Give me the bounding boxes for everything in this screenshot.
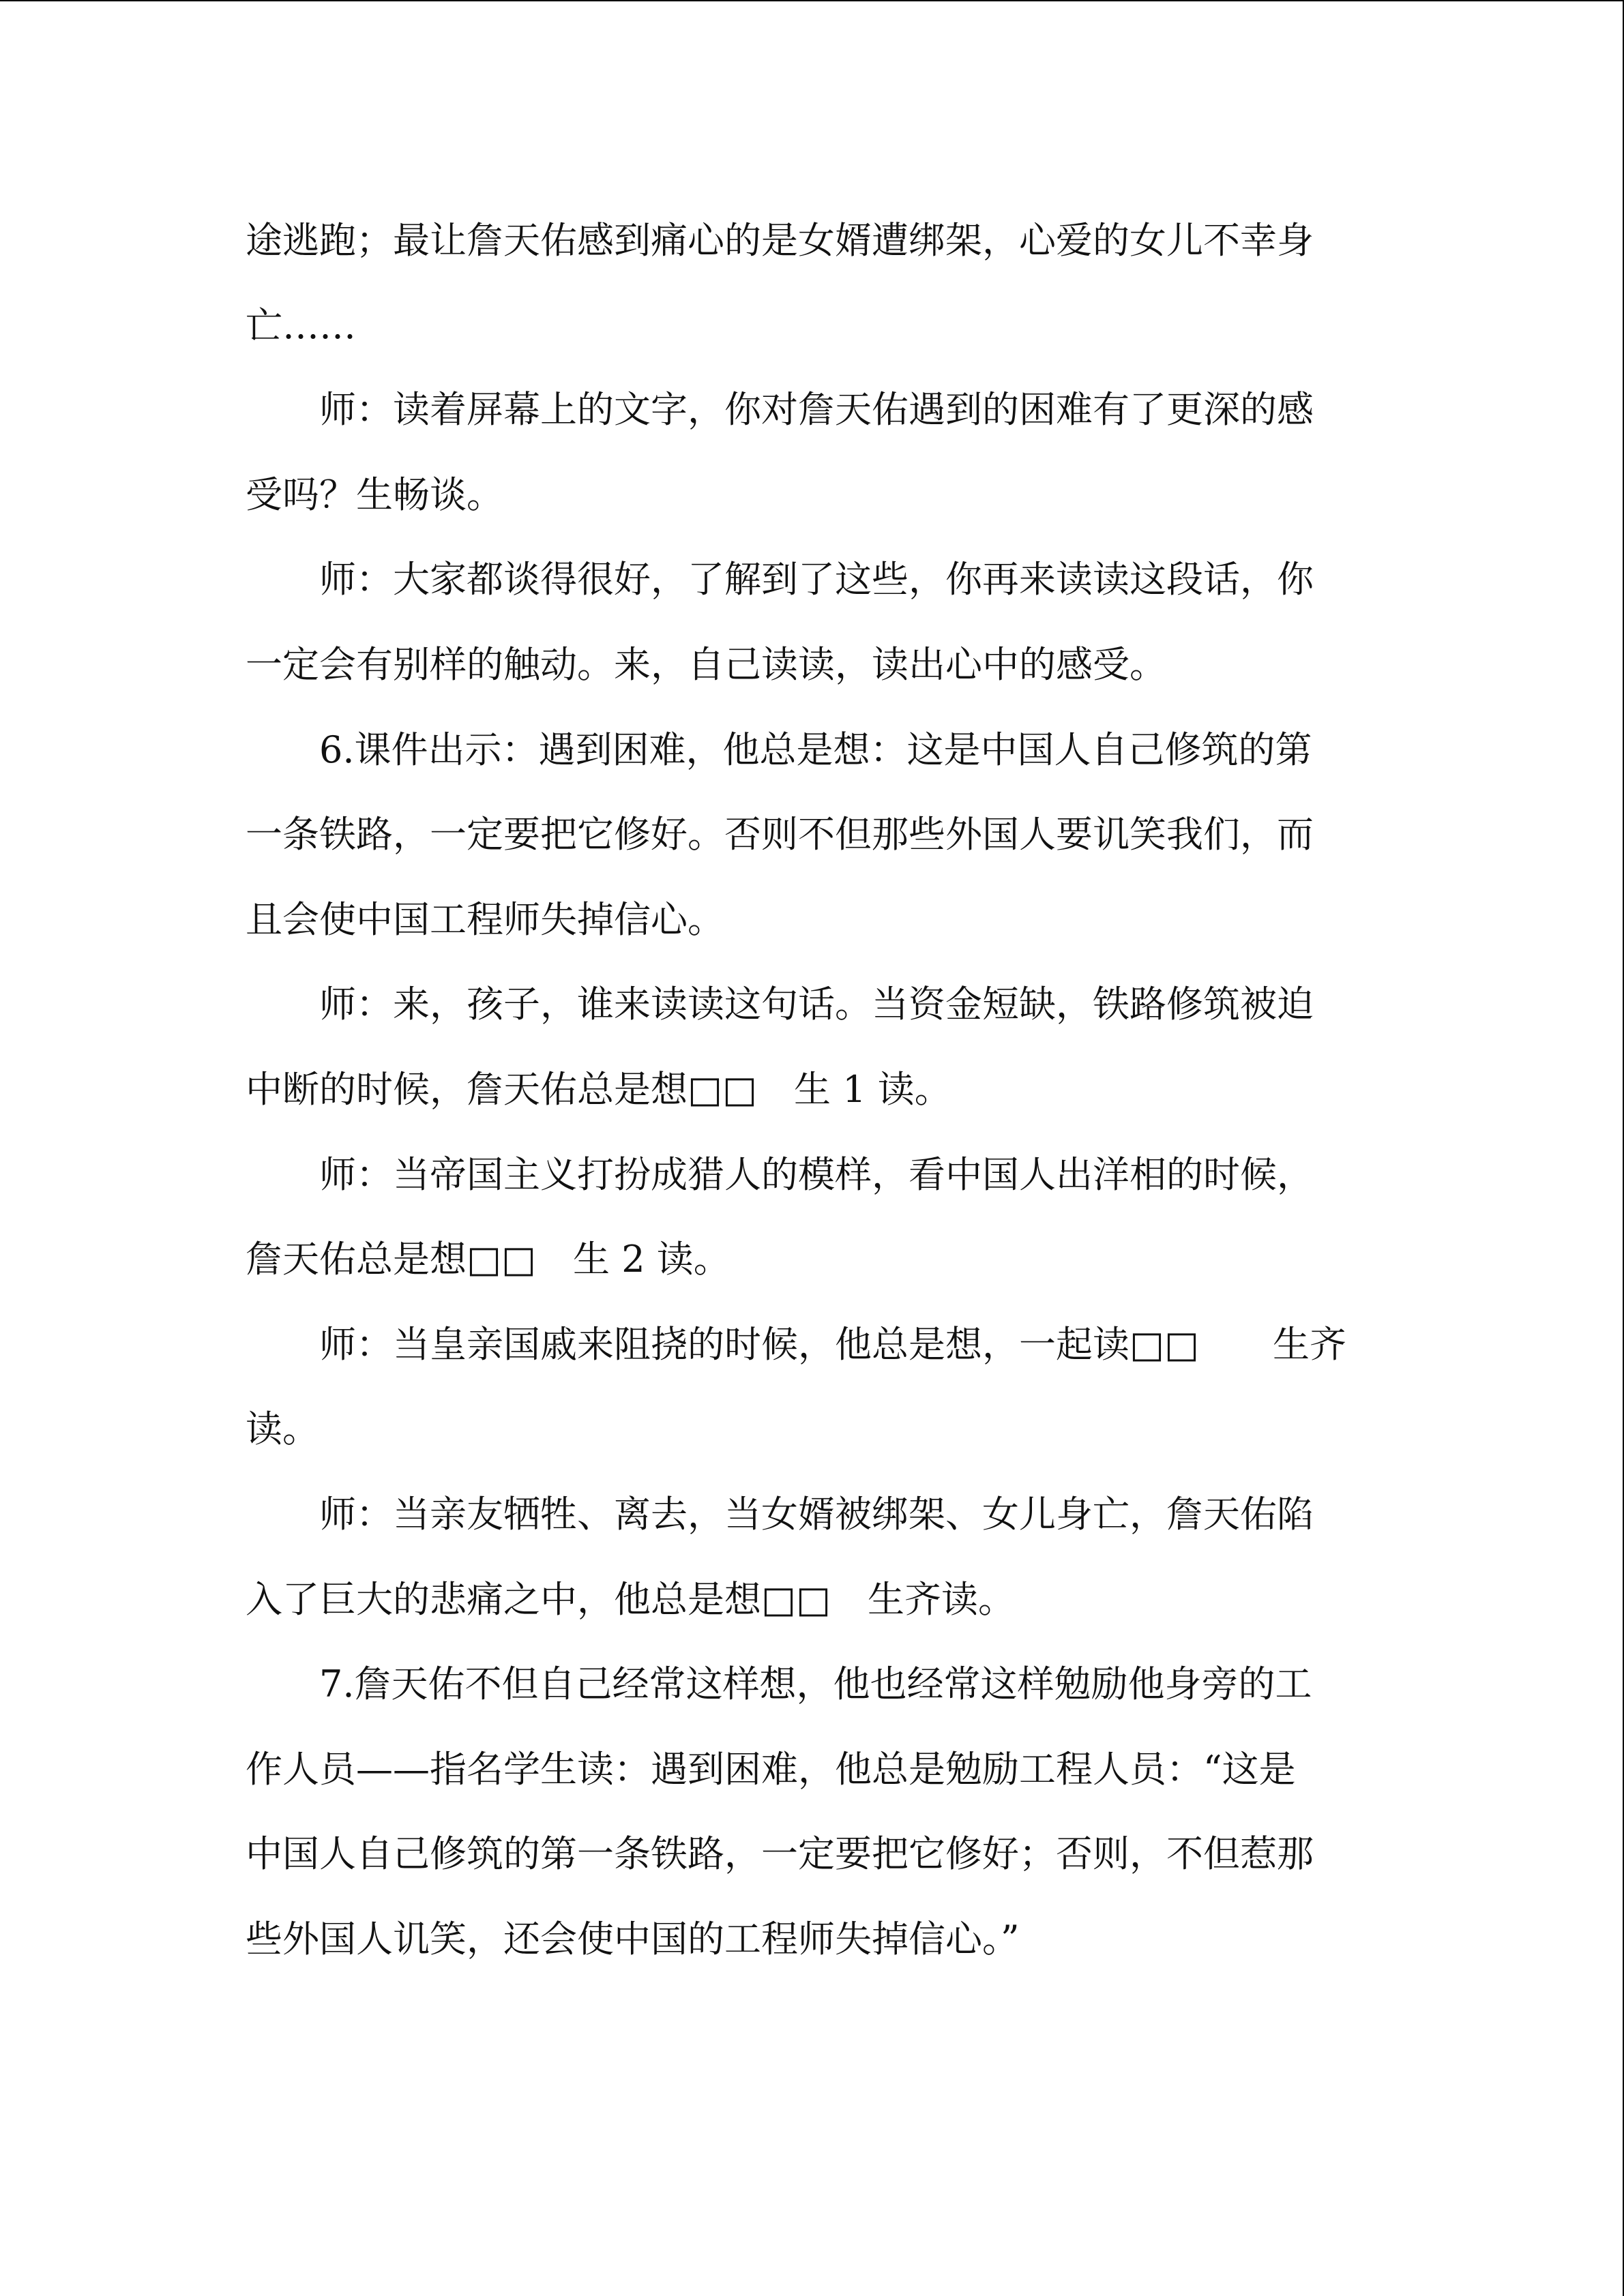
text-line: 中国人自己修筑的第一条铁路，一定要把它修好；否则，不但惹那 <box>246 1832 1314 1875</box>
text-line: 读。 <box>246 1407 319 1450</box>
text-line: 一条铁路，一定要把它修好。否则不但那些外国人要讥笑我们，而 <box>246 813 1314 856</box>
text-line: 受吗？生畅谈。 <box>246 473 503 516</box>
paragraph-start-line: 师：当皇亲国戚来阻挠的时候，他总是想，一起读□□ 生齐 <box>319 1323 1347 1366</box>
paragraph-start-line: 6.课件出示：遇到困难，他总是想：这是中国人自己修筑的第 <box>319 728 1312 771</box>
paragraph-start-line: 师：来，孩子，谁来读读这句话。当资金短缺，铁路修筑被迫 <box>319 983 1314 1026</box>
text-line: 些外国人讥笑，还会使中国的工程师失掉信心。” <box>246 1918 1020 1960</box>
paragraph-start-line: 师：当亲友牺牲、离去，当女婿被绑架、女儿身亡，詹天佑陷 <box>319 1493 1314 1536</box>
text-line: 中断的时候，詹天佑总是想□□ 生 1 读。 <box>246 1068 951 1111</box>
text-line: 入了巨大的悲痛之中，他总是想□□ 生齐读。 <box>246 1578 1016 1621</box>
text-line: 一定会有别样的触动。来，自己读读，读出心中的感受。 <box>246 643 1166 686</box>
text-line: 途逃跑；最让詹天佑感到痛心的是女婿遭绑架，心爱的女儿不幸身 <box>246 219 1314 262</box>
text-line: 亡…… <box>246 304 356 347</box>
paragraph-start-line: 师：读着屏幕上的文字，你对詹天佑遇到的困难有了更深的感 <box>319 388 1314 431</box>
text-line: 作人员——指名学生读：遇到困难，他总是勉励工程人员：“这是 <box>246 1748 1296 1791</box>
paragraph-start-line: 师：当帝国主义打扮成猎人的模样，看中国人出洋相的时候， <box>319 1153 1314 1196</box>
paragraph-start-line: 7.詹天佑不但自己经常这样想，他也经常这样勉励他身旁的工 <box>319 1663 1312 1705</box>
paragraph-start-line: 师：大家都谈得很好，了解到了这些，你再来读读这段话，你 <box>319 558 1314 601</box>
text-line: 詹天佑总是想□□ 生 2 读。 <box>246 1238 730 1281</box>
text-line: 且会使中国工程师失掉信心。 <box>246 898 724 941</box>
